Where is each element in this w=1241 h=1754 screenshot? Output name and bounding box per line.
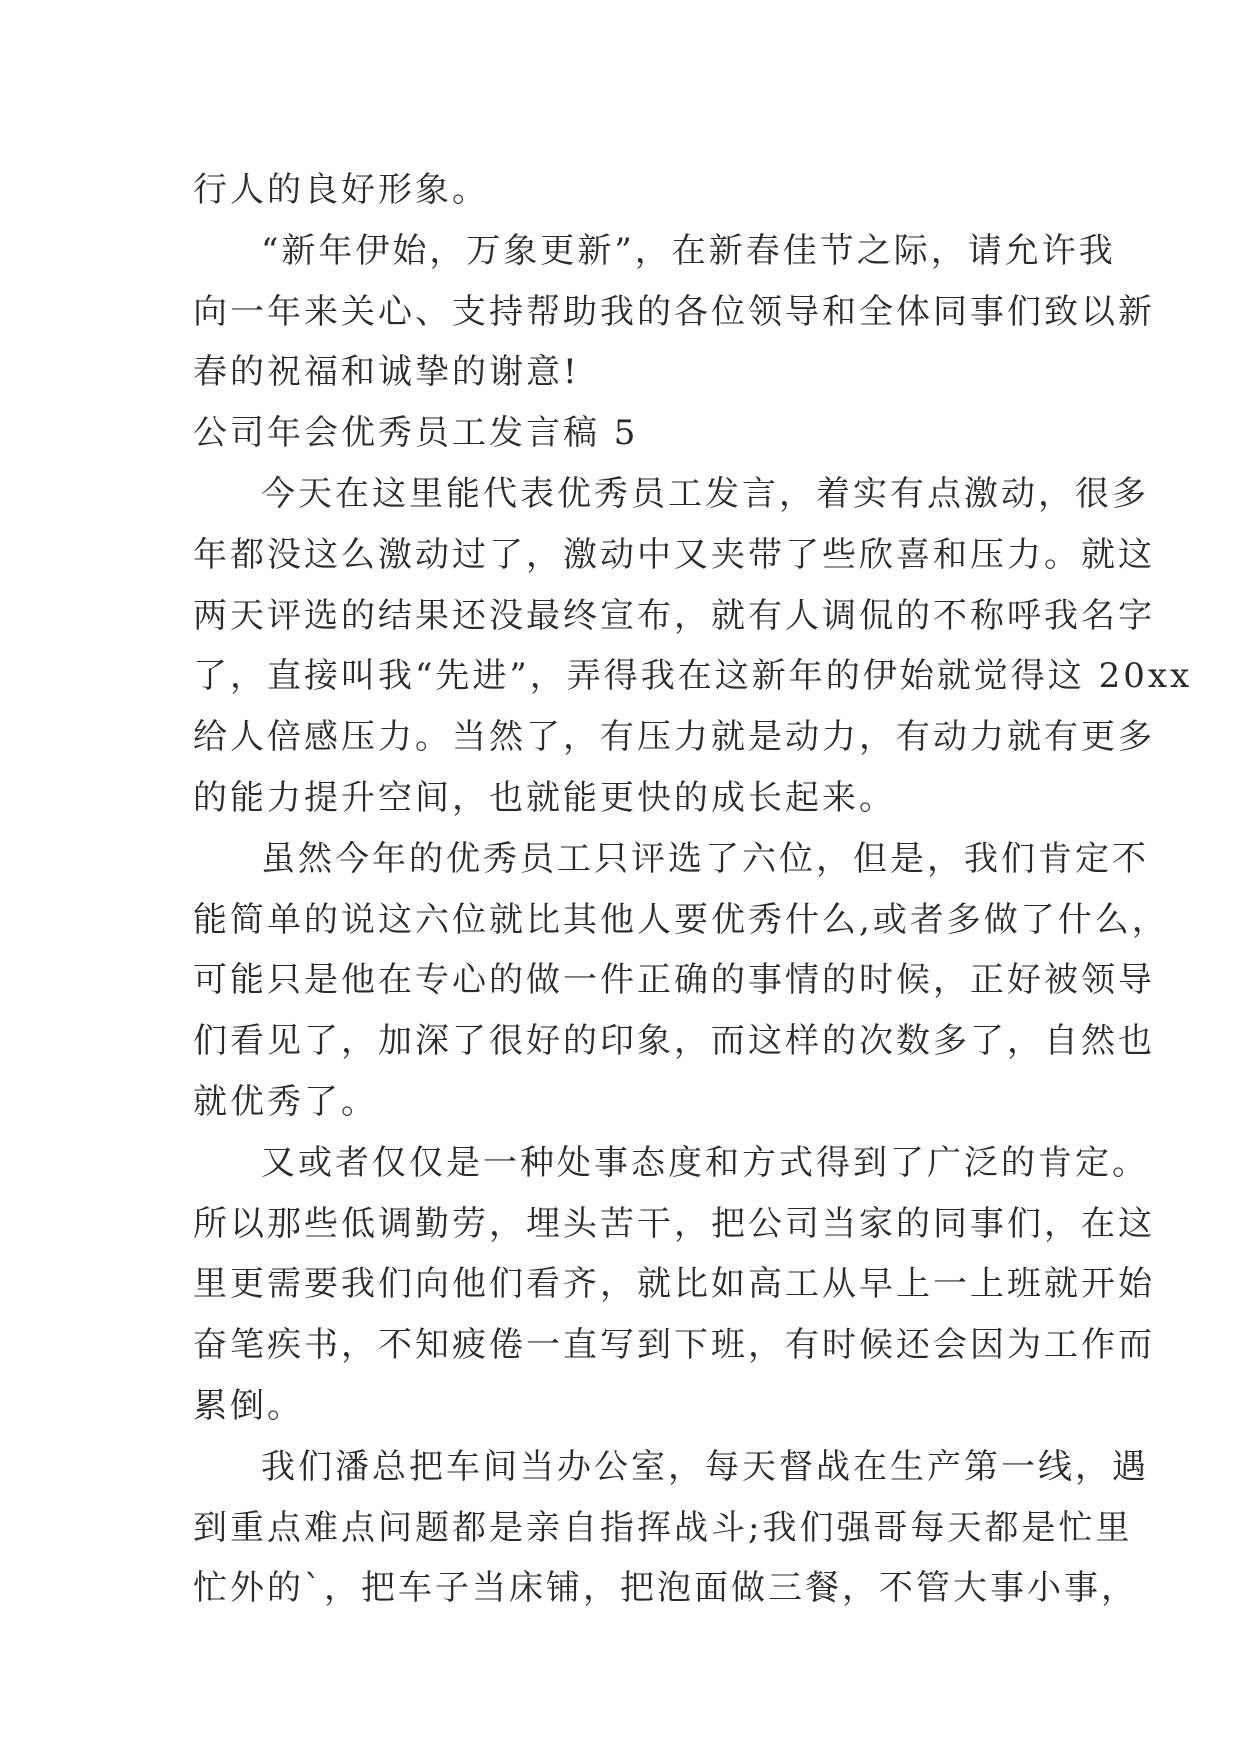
text-line: 两天评选的结果还没最终宣布，就有人调侃的不称呼我名字 [193,595,1155,636]
text-line: 奋笔疾书，不知疲倦一直写到下班，有时候还会因为工作而 [193,1325,1155,1366]
text-line: 忙外的`，把车子当床铺，把泡面做三餐，不管大事小事， [193,1568,1138,1609]
text-line: 就优秀了。 [193,1081,378,1122]
text-line: 春的祝福和诚挚的谢意! [193,352,580,393]
section-heading: 公司年会优秀员工发言稿 5 [193,413,639,454]
text-line: 虽然今年的优秀员工只评选了六位，但是，我们肯定不 [261,838,1149,879]
text-line: 们看见了，加深了很好的印象，而这样的次数多了，自然也 [193,1021,1155,1062]
text-line: 又或者仅仅是一种处事态度和方式得到了广泛的肯定。 [261,1142,1149,1183]
text-line: “新年伊始，万象更新”，在新春佳节之际，请允许我 [261,230,1116,271]
document-body [193,160,1193,1619]
text-line: 里更需要我们向他们看齐，就比如高工从早上一上班就开始 [193,1264,1155,1305]
text-line: 年都没这么激动过了，激动中又夹带了些欣喜和压力。就这 [193,534,1155,575]
text-line: 可能只是他在专心的做一件正确的事情的时候，正好被领导 [193,960,1155,1001]
text-line: 了，直接叫我“先进”，弄得我在这新年的伊始就觉得这 20xx [193,656,1193,697]
text-line: 今天在这里能代表优秀员工发言，着实有点激动，很多 [261,473,1149,514]
text-line: 所以那些低调勤劳，埋头苦干，把公司当家的同事们，在这 [193,1203,1155,1244]
text-line: 到重点难点问题都是亲自指挥战斗;我们强哥每天都是忙里 [193,1507,1133,1548]
text-line: 的能力提升空间，也就能更快的成长起来。 [193,777,896,818]
text-line: 累倒。 [193,1385,304,1426]
text-line: 向一年来关心、支持帮助我的各位领导和全体同事们致以新 [193,291,1155,332]
text-line: 能简单的说这六位就比其他人要优秀什么,或者多做了什么， [193,899,1169,940]
text-line: 行人的良好形象。 [193,170,489,210]
text-line: 我们潘总把车间当办公室，每天督战在生产第一线，遇 [261,1446,1149,1487]
text-line: 给人倍感压力。当然了，有压力就是动力，有动力就有更多 [193,717,1155,758]
